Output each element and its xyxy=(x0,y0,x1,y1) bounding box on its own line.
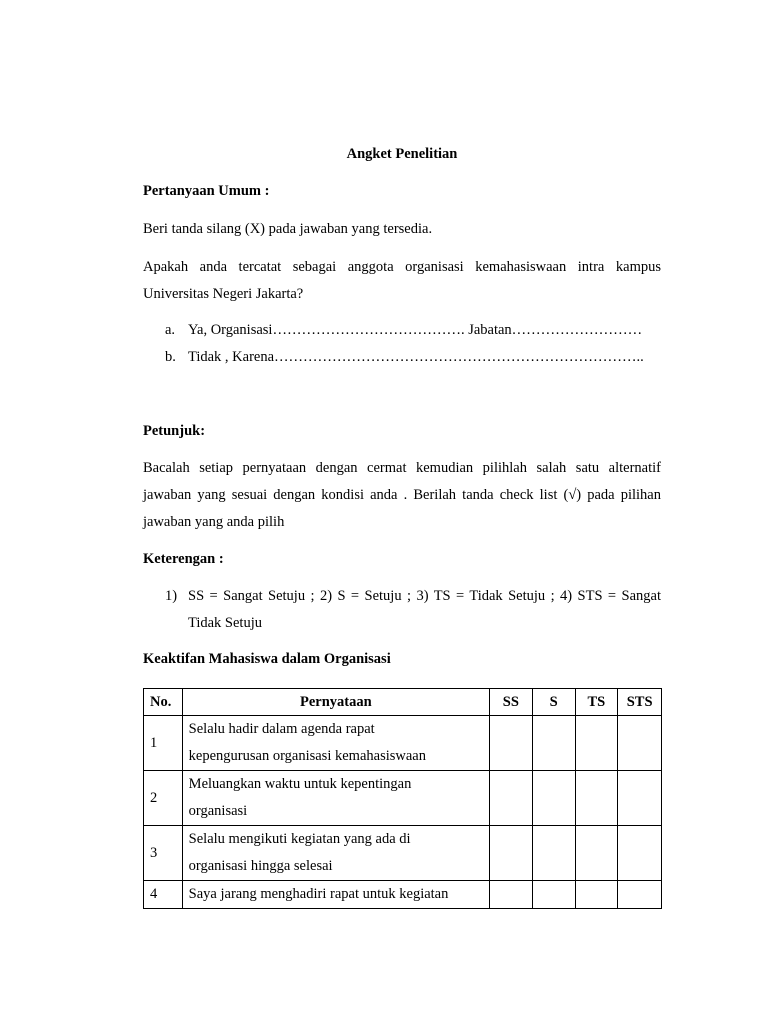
option-b-text: Tidak , Karena………………………………………………………………….. xyxy=(188,349,644,365)
answer-cell-ts[interactable] xyxy=(575,826,618,881)
statement-line: kepengurusan organisasi kemahasiswaan xyxy=(188,748,426,764)
statement-line: Saya jarang menghadiri rapat untuk kegiatan xyxy=(188,886,449,902)
general-instruction: Beri tanda silang (X) pada jawaban yang tersedia. xyxy=(143,221,433,237)
legend-marker: 1) xyxy=(165,588,178,604)
answer-cell-ss[interactable] xyxy=(489,771,532,826)
answer-cell-ss[interactable] xyxy=(489,881,532,909)
answer-cell-ts[interactable] xyxy=(575,716,618,771)
instructions-heading: Petunjuk: xyxy=(143,423,206,439)
row-number: 4 xyxy=(144,881,183,909)
answer-cell-s[interactable] xyxy=(532,881,575,909)
row-number: 3 xyxy=(144,826,183,881)
table-row xyxy=(144,716,662,771)
general-questions-heading: Pertanyaan Umum : xyxy=(143,183,270,199)
legend-heading: Keterengan : xyxy=(143,551,224,567)
header-s: S xyxy=(532,689,575,716)
statement-line: organisasi hingga selesai xyxy=(188,858,333,874)
answer-cell-sts[interactable] xyxy=(618,716,662,771)
answer-cell-sts[interactable] xyxy=(618,771,662,826)
row-statement xyxy=(182,716,489,771)
statement-line: Meluangkan waktu untuk kepentingan xyxy=(188,776,412,792)
table-header-row xyxy=(144,689,662,716)
option-b xyxy=(165,344,661,371)
instructions-line3: jawaban yang anda pilih xyxy=(143,514,285,530)
table-row xyxy=(144,771,662,826)
document-page xyxy=(143,0,661,1024)
header-ss: SS xyxy=(489,689,532,716)
section-heading: Keaktifan Mahasiswa dalam Organisasi xyxy=(143,651,391,667)
instructions-line1: Bacalah setiap pernyataan dengan cermat kemudian pilihlah salah satu alternatif xyxy=(143,460,661,476)
row-statement xyxy=(182,826,489,881)
option-a-text: Ya, Organisasi…………………………………. Jabatan……………………… xyxy=(188,322,643,338)
table-row xyxy=(144,881,662,909)
answer-cell-ss[interactable] xyxy=(489,716,532,771)
membership-question-line2: Universitas Negeri Jakarta? xyxy=(143,286,304,302)
answer-cell-s[interactable] xyxy=(532,716,575,771)
statement-line: Selalu mengikuti kegiatan yang ada di xyxy=(188,831,411,847)
row-statement xyxy=(182,771,489,826)
answer-cell-sts[interactable] xyxy=(618,826,662,881)
option-a-marker: a. xyxy=(165,322,176,338)
header-no: No. xyxy=(144,689,183,716)
instructions-line2: jawaban yang sesuai dengan kondisi anda . Berilah tanda check list (√) pada pilihan xyxy=(143,487,661,503)
answer-cell-ss[interactable] xyxy=(489,826,532,881)
survey-table xyxy=(143,688,662,909)
answer-cell-s[interactable] xyxy=(532,771,575,826)
header-sts: STS xyxy=(618,689,662,716)
row-number: 2 xyxy=(144,771,183,826)
membership-question-line1: Apakah anda tercatat sebagai anggota organisasi kemahasiswaan intra kampus xyxy=(143,259,661,275)
legend-item xyxy=(165,583,661,637)
legend-line2: Tidak Setuju xyxy=(188,615,262,631)
table-row xyxy=(144,826,662,881)
row-statement xyxy=(182,881,489,909)
instructions-paragraph xyxy=(143,455,661,536)
row-number: 1 xyxy=(144,716,183,771)
answer-cell-ts[interactable] xyxy=(575,771,618,826)
option-a xyxy=(165,317,661,344)
header-ts: TS xyxy=(575,689,618,716)
answer-cell-ts[interactable] xyxy=(575,881,618,909)
option-b-marker: b. xyxy=(165,349,176,365)
membership-question xyxy=(143,254,661,308)
legend-line1: SS = Sangat Setuju ; 2) S = Setuju ; 3) TS = Tidak Setuju ; 4) STS = Sangat xyxy=(188,588,661,604)
answer-cell-sts[interactable] xyxy=(618,881,662,909)
answer-cell-s[interactable] xyxy=(532,826,575,881)
document-title: Angket Penelitian xyxy=(346,146,458,162)
header-statement: Pernyataan xyxy=(182,689,489,716)
legend-body xyxy=(188,583,661,637)
statement-line: Selalu hadir dalam agenda rapat xyxy=(188,721,375,737)
statement-line: organisasi xyxy=(188,803,248,819)
